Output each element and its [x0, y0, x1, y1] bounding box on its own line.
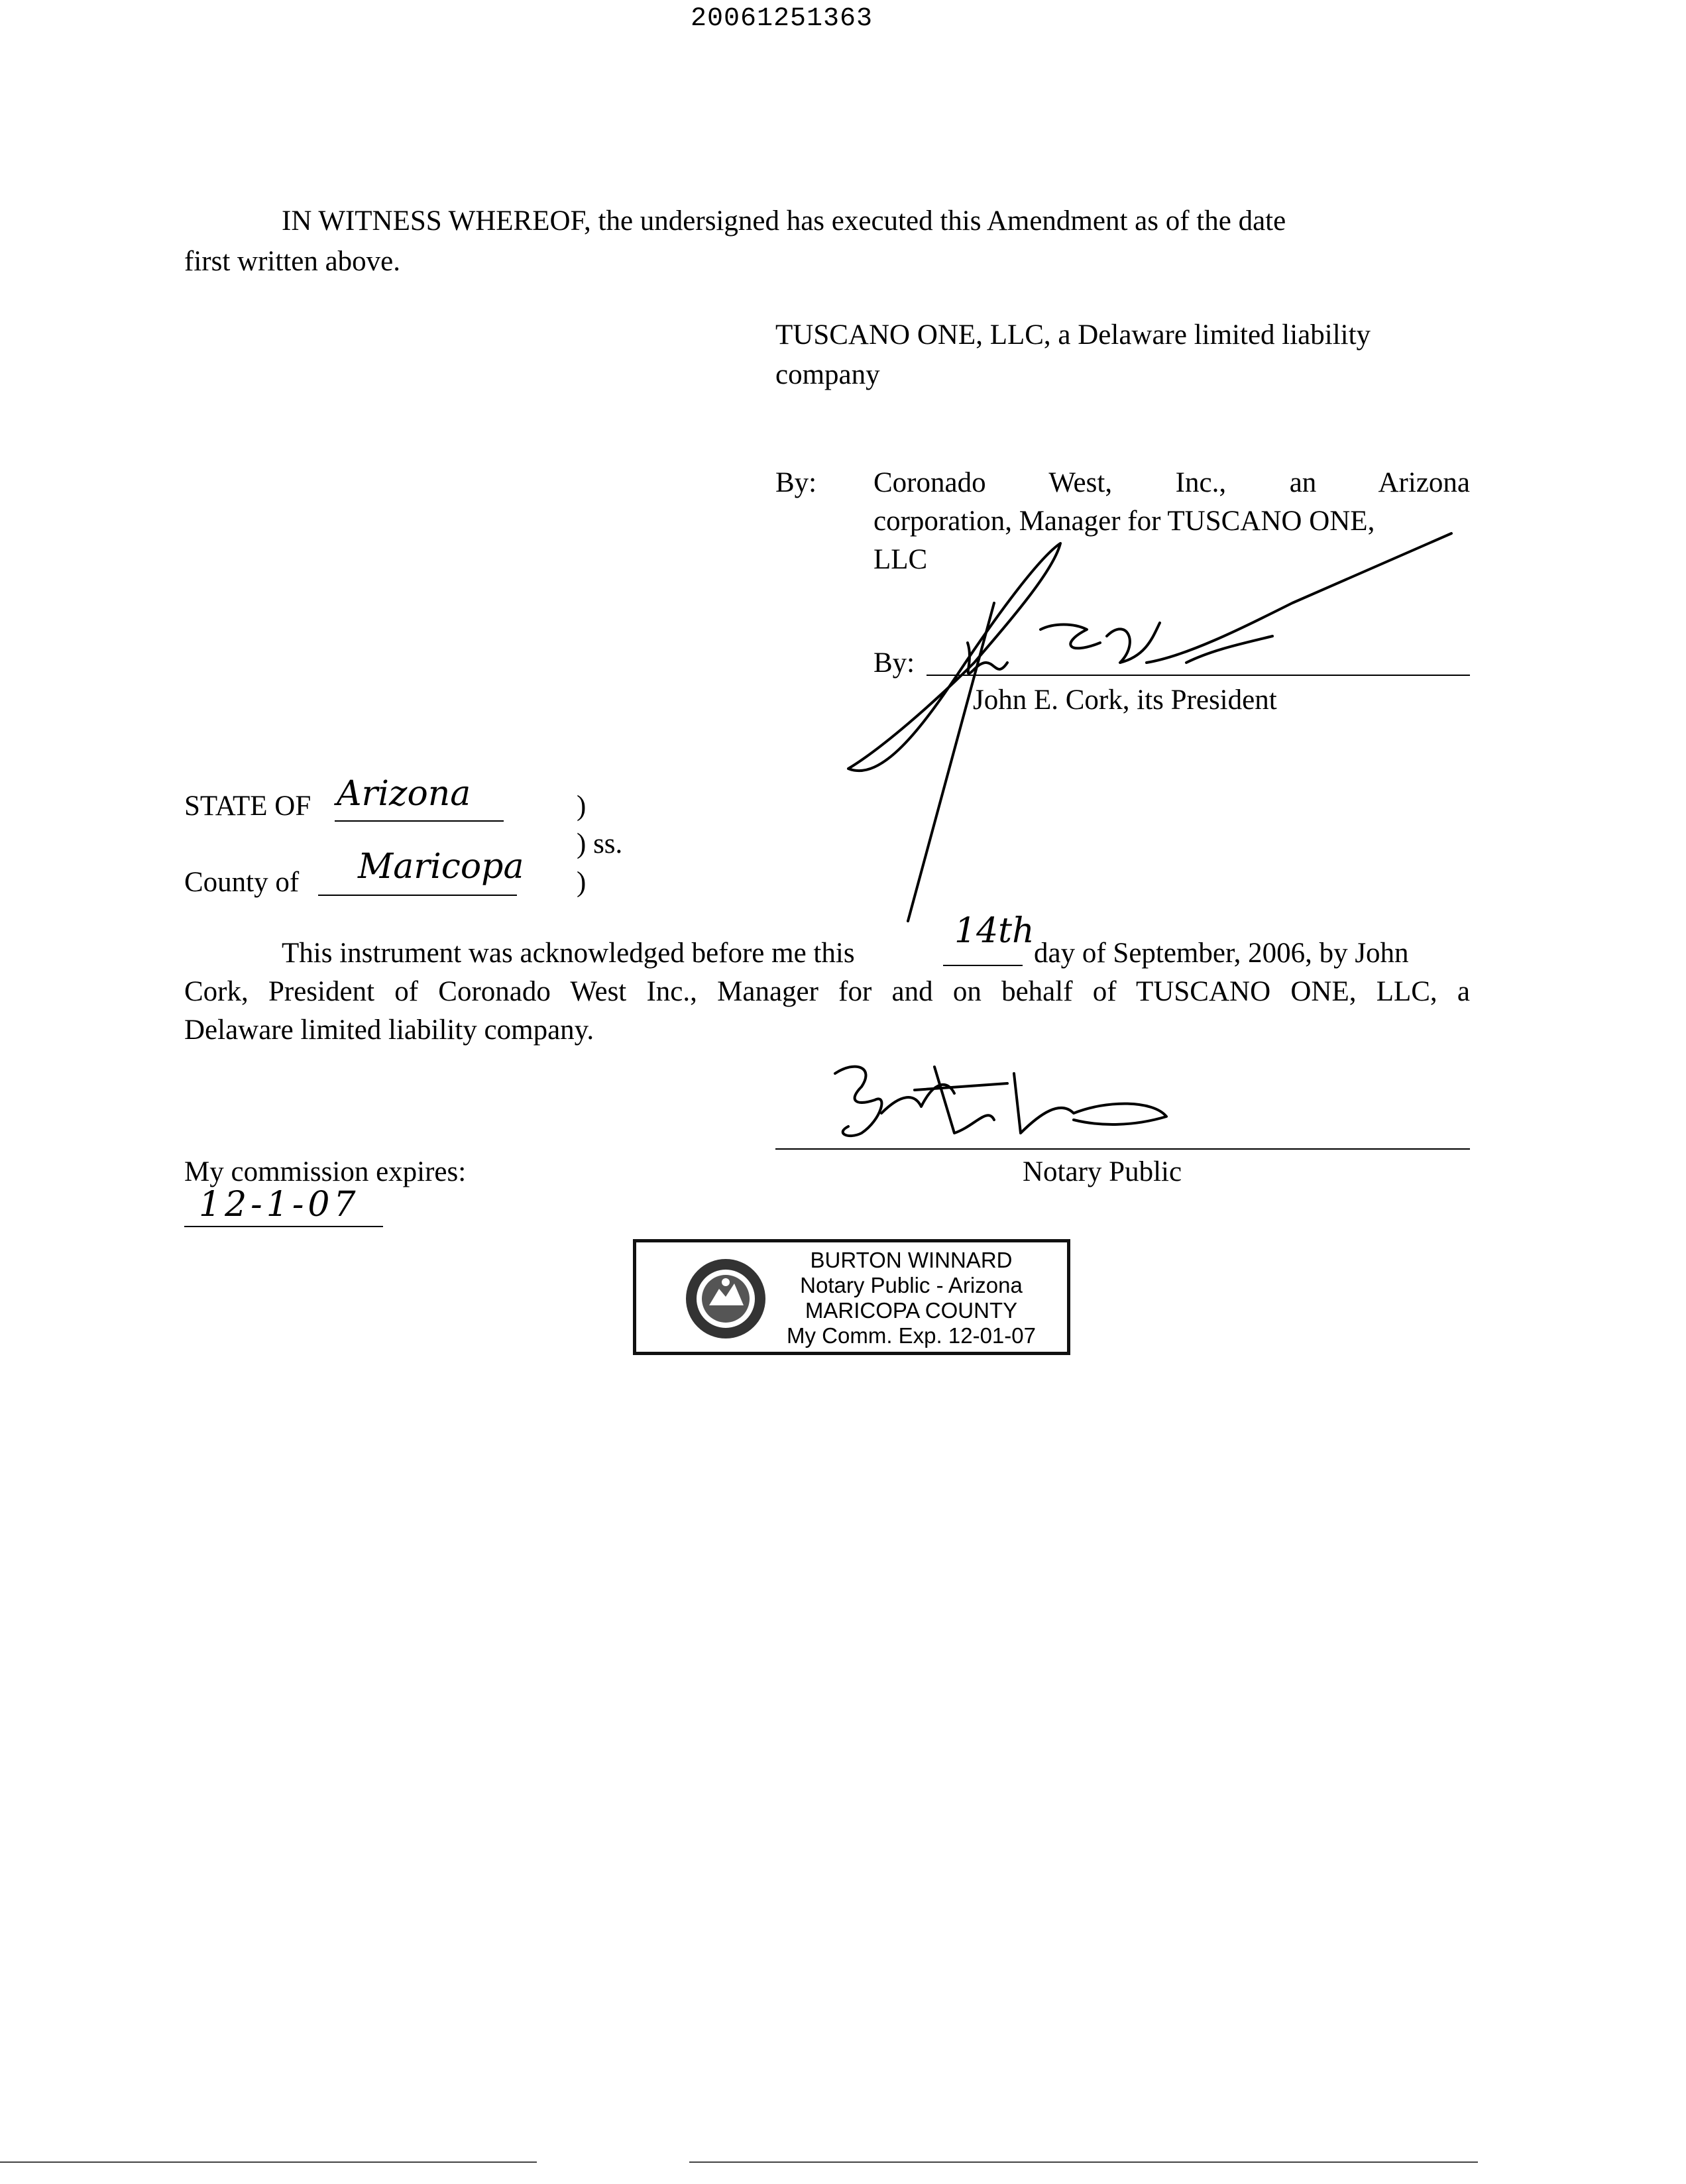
stamp-text — [772, 1248, 1050, 1348]
commission-value: 12-1-07 — [199, 1185, 360, 1225]
president-signature — [842, 530, 1478, 941]
state-underline — [335, 820, 504, 822]
scan-edge-line-right — [689, 2161, 1478, 2163]
notary-signature — [822, 1054, 1193, 1153]
document-number: 20061251363 — [691, 4, 873, 34]
ss-label: ) ss. — [577, 828, 623, 859]
ack-line-3: Delaware limited liability company. — [184, 1014, 594, 1046]
stamp-expiry: My Comm. Exp. 12-01-07 — [787, 1323, 1036, 1348]
witness-line-1: IN WITNESS WHEREOF, the undersigned has executed this Amendment as of the date — [282, 205, 1286, 237]
stamp-name: BURTON WINNARD — [810, 1248, 1013, 1272]
manager-line-1: Coronado West, Inc., an Arizona — [873, 467, 1470, 498]
by-label: By: — [775, 467, 817, 498]
state-value: Arizona — [337, 774, 471, 814]
state-seal-icon — [683, 1256, 769, 1342]
manager-line-3: LLC — [873, 544, 928, 575]
company-name-line: TUSCANO ONE, LLC, a Delaware limited liability — [775, 319, 1371, 351]
stamp-county: MARICOPA COUNTY — [805, 1298, 1018, 1323]
manager-line-2: corporation, Manager for TUSCANO ONE, — [873, 506, 1375, 537]
stamp-title: Notary Public - Arizona — [800, 1273, 1023, 1297]
commission-label: My commission expires: — [184, 1156, 467, 1187]
witness-line-2: first written above. — [184, 246, 400, 277]
county-label: County of — [184, 867, 300, 898]
ack-line-1-post: day of September, 2006, by John — [1034, 938, 1409, 969]
ack-line-2: Cork, President of Coronado West Inc., Manager for and on behalf of TUSCANO ONE, LLC, a — [184, 976, 1470, 1007]
commission-underline — [184, 1226, 383, 1227]
county-value: Maricopa — [358, 847, 524, 887]
notary-public-label: Notary Public — [1023, 1156, 1182, 1187]
signature-by-label: By: — [873, 647, 915, 679]
scan-edge-line-left — [0, 2161, 537, 2163]
signer-name: John E. Cork, its President — [973, 684, 1277, 716]
county-paren: ) — [577, 867, 587, 898]
company-type-line: company — [775, 359, 880, 390]
county-underline — [318, 895, 517, 896]
state-paren: ) — [577, 791, 587, 822]
ack-line-1-pre: This instrument was acknowledged before me this — [282, 938, 855, 969]
ack-day-value: 14th — [954, 911, 1035, 951]
state-label: STATE OF — [184, 791, 311, 822]
ack-day-underline — [943, 965, 1023, 966]
notary-stamp — [633, 1239, 1070, 1355]
notary-signature-line — [775, 1148, 1470, 1150]
